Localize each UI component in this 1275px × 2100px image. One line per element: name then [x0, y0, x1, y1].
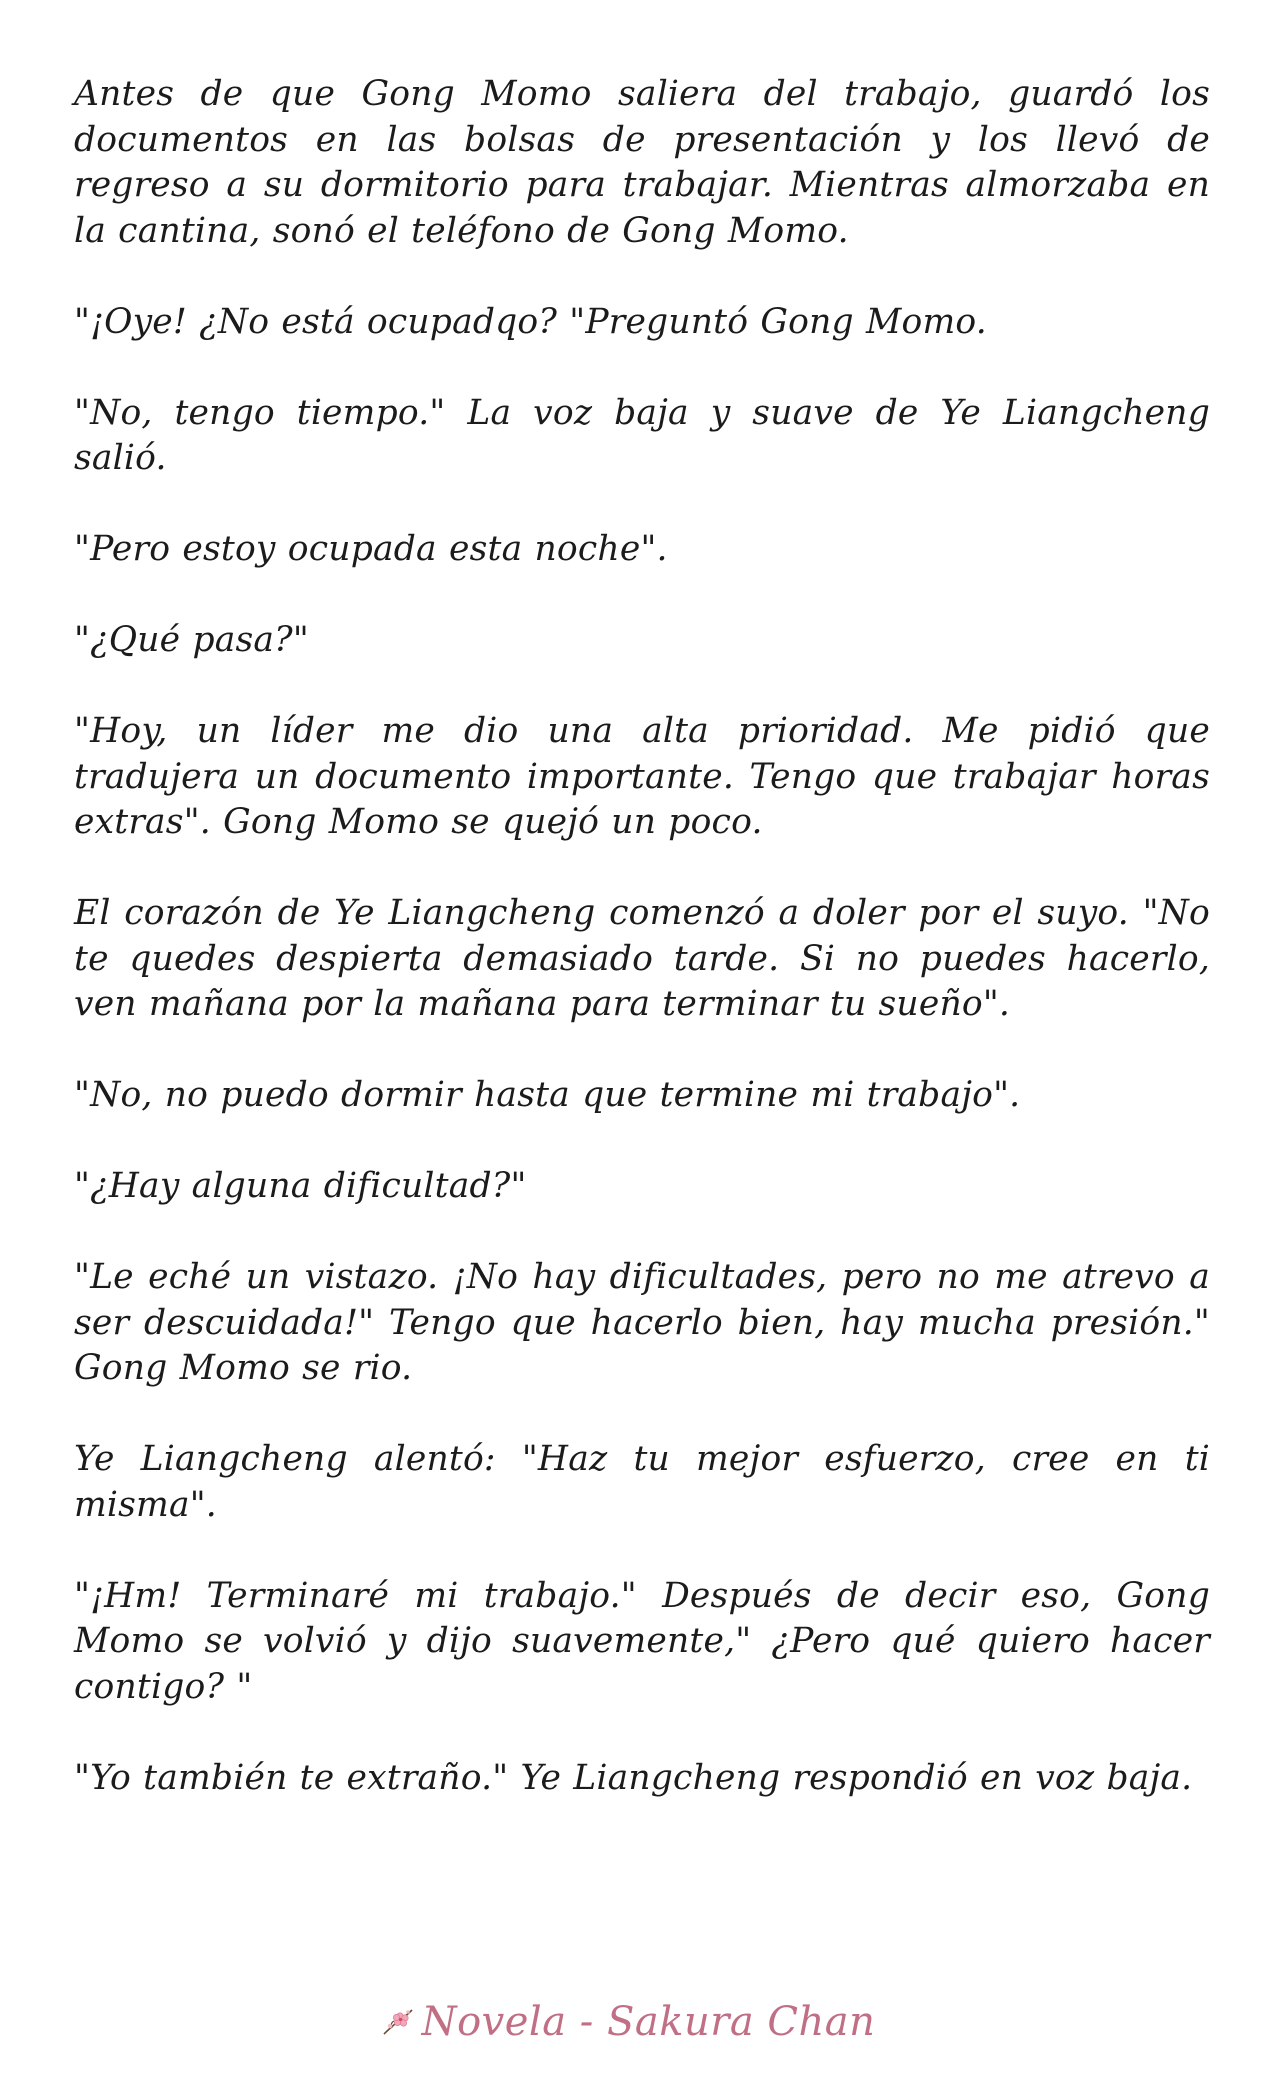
- paragraph-1: Antes de que Gong Momo saliera del trabajo, guardó los documentos en las bolsas de presentación y los llevó de regreso a su dormitorio para trabajar. Mientras almorzaba en la cantina, sonó el teléfono de Gong Momo.: [74, 74, 1210, 251]
- paragraph-11: Ye Liangcheng alentó: "Haz tu mejor esfuerzo, cree en ti misma".: [74, 1439, 1210, 1525]
- footer-text: Novela - Sakura Chan: [421, 1999, 876, 2045]
- paragraph-2: "¡Oye! ¿No está ocupadqo? "Preguntó Gong Momo.: [74, 301, 987, 342]
- paragraph-4: "Pero estoy ocupada esta noche".: [74, 529, 668, 569]
- paragraph-5: "¿Qué pasa?": [74, 620, 309, 660]
- document-body: [74, 72, 1210, 1847]
- paragraph-8: "No, no puedo dormir hasta que termine mi trabajo".: [74, 1075, 1021, 1115]
- paragraph-7: El corazón de Ye Liangcheng comenzó a doler por el suyo. "No te quedes despierta demasiado tarde. Si no puedes hacerlo, ven mañana por la mañana para terminar tu sueño".: [74, 893, 1210, 1024]
- sakura-flower-icon: [380, 2004, 416, 2040]
- paragraph-6: "Hoy, un líder me dio una alta prioridad. Me pidió que tradujera un documento importante. Tengo que trabajar horas extras". Gong Momo se quejó un poco.: [74, 711, 1210, 842]
- footer-watermark: [0, 1992, 1275, 2052]
- paragraph-9: "¿Hay alguna dificultad?": [74, 1166, 527, 1206]
- paragraph-10: "Le eché un vistazo. ¡No hay dificultades, pero no me atrevo a ser descuidada!" Tengo que hacerlo bien, hay mucha presión." Gong Momo se rio.: [74, 1257, 1210, 1388]
- paragraph-3: "No, tengo tiempo." La voz baja y suave de Ye Liangcheng salió.: [74, 392, 1210, 478]
- paragraph-13: "Yo también te extraño." Ye Liangcheng respondió en voz baja.: [74, 1757, 1193, 1798]
- footer-brand: [380, 1999, 876, 2045]
- paragraph-12: "¡Hm! Terminaré mi trabajo." Después de decir eso, Gong Momo se volvió y dijo suavemente," ¿Pero qué quiero hacer contigo? ": [74, 1575, 1210, 1707]
